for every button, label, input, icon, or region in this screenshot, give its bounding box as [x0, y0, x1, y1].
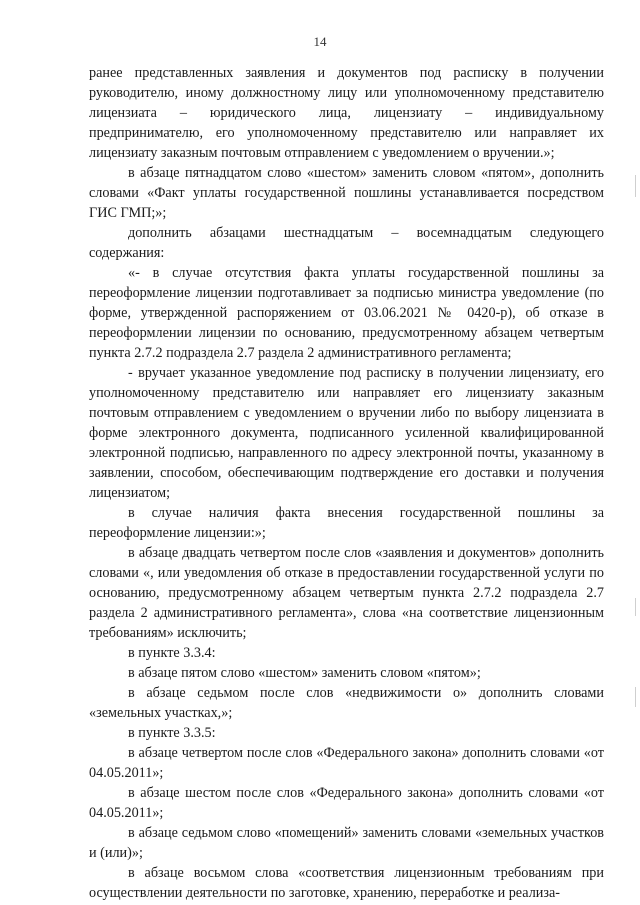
paragraph: в абзаце пятнадцатом слово «шестом» заменить словом «пятом», дополнить словами «Факт уплаты государственной пошлины устанавливается посредством ГИС ГМП;»;: [89, 165, 604, 221]
scan-margin-mark: [635, 175, 636, 197]
scan-margin-mark: [635, 598, 636, 616]
paragraph: в случае наличия факта внесения государственной пошлины за переоформление лицензии:»;: [89, 505, 604, 541]
paragraph: в абзаце восьмом слова «соответствия лицензионным требованиям при осуществлении деятельности по заготовке, хранению, переработке и реализа-: [89, 865, 604, 901]
paragraph: «- в случае отсутствия факта уплаты государственной пошлины за переоформление лицензии подготавливает за подписью министра уведомление (по форме, утвержденной распоряжением от 03.06.2021 № 0420-р), об отказе в переоформлении лицензии по основанию, предусмотренному абзацем четвертым пункта 2.7.2 подраздела 2.7 раздела 2 административного регламента;: [89, 265, 604, 361]
paragraph: в абзаце пятом слово «шестом» заменить словом «пятом»;: [128, 665, 481, 681]
paragraph: в пункте 3.3.4:: [128, 645, 216, 661]
page-number: 14: [313, 34, 327, 49]
paragraph: - вручает указанное уведомление под расписку в получении лицензиату, его уполномоченному представителю или направляет его лицензиату заказным почтовым отправлением с уведомлением о вручении либо по выбору лицензиата в форме электронного документа, подписанного усиленной квалифицированной электронной подписью, направленного по адресу электронной почты, указанному в заявлении, способом, обеспечивающим подтверждение его доставки и получения лицензиатом;: [89, 365, 604, 501]
document-body: [89, 63, 604, 903]
paragraph: в абзаце четвертом после слов «Федерального закона» дополнить словами «от 04.05.2011»;: [89, 745, 604, 781]
paragraph: в абзаце двадцать четвертом после слов «заявления и документов» дополнить словами «, или уведомления об отказе в предоставлении государственной услуги по основанию, предусмотренному абзацем четвертым пункта 2.7.2 подраздела 2.7 раздела 2 административного регламента», слова «на соответствие лицензионным требованиям» исключить;: [89, 545, 604, 641]
scan-margin-mark: [635, 687, 636, 707]
paragraph: в абзаце шестом после слов «Федерального закона» дополнить словами «от 04.05.2011»;: [89, 785, 604, 821]
paragraph: дополнить абзацами шестнадцатым – восемнадцатым следующего содержания:: [89, 225, 604, 261]
paragraph: в абзаце седьмом после слов «недвижимости о» дополнить словами «земельных участках,»;: [89, 685, 604, 721]
paragraph: ранее представленных заявления и документов под расписку в получении руководителю, иному должностному лицу или уполномоченному представителю лицензиата – юридического лица, лицензиату – индивидуальному предпринимателю, его уполномоченному представителю или направляет их лицензиату заказным почтовым отправлением с уведомлением о вручении.»;: [89, 65, 604, 161]
paragraph: в пункте 3.3.5:: [128, 725, 216, 741]
paragraph: в абзаце седьмом слово «помещений» заменить словами «земельных участков и (или)»;: [89, 825, 604, 861]
